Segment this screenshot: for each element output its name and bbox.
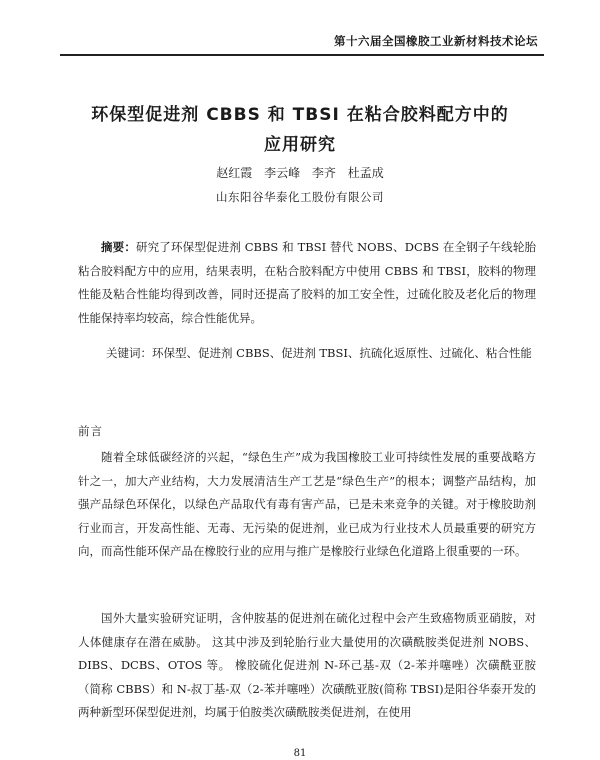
intro-paragraph-2: 国外大量实验研究证明，含仲胺基的促进剂在硫化过程中会产生致癌物质亚硝胺，对人体健康存在潜在威胁。 这其中涉及到轮胎行业大量使用的次磺酰胺类促进剂 NOBS、DIBS、DCBS、OTOS 等。 橡胶硫化促进剂 N-环己基-双（2-苯并噻唑）次磺酰亚胺（简称 CBBS）和 N-叔丁基-双（2-苯并噻唑）次磺酰亚胺(简称 TBSI)是阳谷华泰开发的两种新型环保型促进剂，均属于伯胺类次磺酰胺类促进剂，在使用	[78, 611, 537, 719]
keywords	[78, 342, 536, 364]
keywords-label: 关键词：	[106, 346, 152, 360]
affiliation: 山东阳谷华泰化工股份有限公司	[216, 190, 384, 204]
intro-paragraph-1: 随着全球低碳经济的兴起，“绿色生产”成为我国橡胶工业可持续性发展的重要战略方针之一，加大产业结构，大力发展清洁生产工艺是“绿色生产”的根本；调整产品结构，加强产品绿色环保化，以绿色产品取代有毒有害产品，已是未来竞争的关键。对于橡胶助剂行业而言，开发高性能、无毒、无污染的促进剂，业已成为行业技术人员最重要的研究方向，而高性能环保产品在橡胶行业的应用与推广是橡胶行业绿色化道路上很重要的一环。	[78, 450, 536, 558]
authors: 赵红霞 李云峰 李齐 杜孟成	[216, 166, 384, 180]
keywords-text: 环保型、促进剂 CBBS、促进剂 TBSI、抗硫化返原性、过硫化、粘合性能	[152, 346, 532, 360]
section-heading-intro: 前言	[78, 424, 103, 438]
header-text: 第十六届全国橡胶工业新材料技术论坛	[334, 34, 538, 48]
abstract-text: 研究了环保型促进剂 CBBS 和 TBSI 替代 NOBS、DCBS 在全钢子午线轮胎粘合胶料配方中的应用，结果表明，在粘合胶料配方中使用 CBBS 和 TBSI，胶料的物理性能及粘合性能均得到改善，同时还提高了胶料的加工安全性，过硫化胶及老化后的物理性能保持率均较高，综合性能优异。	[78, 240, 536, 325]
abstract	[78, 236, 536, 330]
paper-title-line-1: 环保型促进剂 CBBS 和 TBSI 在粘合胶料配方中的	[91, 105, 509, 125]
abstract-label: 摘要：	[101, 240, 136, 254]
paper-title-line-2: 应用研究	[264, 135, 336, 155]
running-header	[60, 30, 544, 56]
page-number: 81	[293, 748, 307, 759]
